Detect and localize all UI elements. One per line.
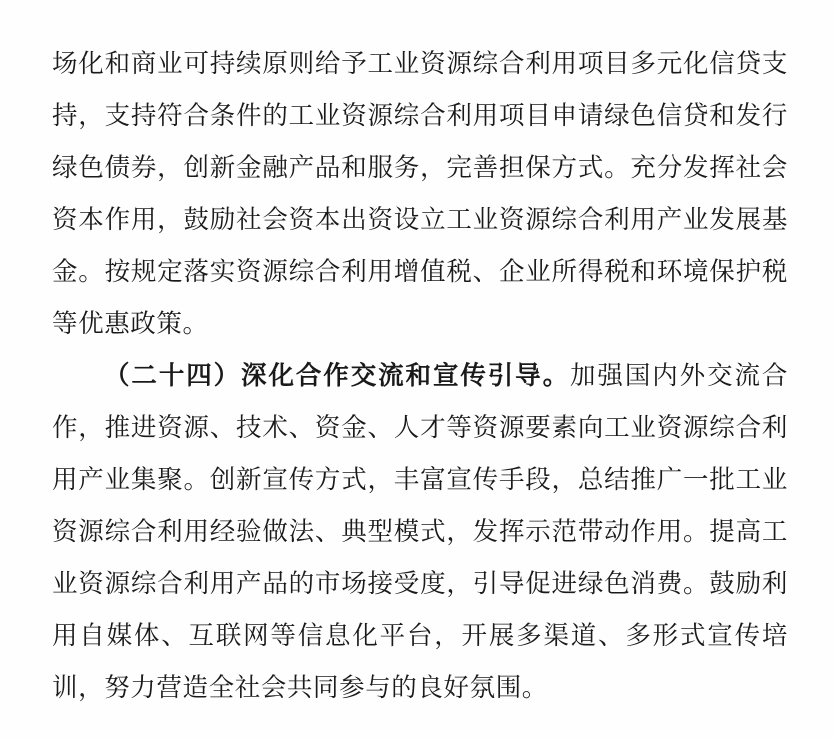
paragraph-item-24 [52,350,788,714]
paragraph-finance-support [52,38,788,350]
document-body [52,38,788,714]
item-heading: （二十四）深化合作交流和宣传引导。 [104,361,571,391]
body-text: 加强国内外交流合作，推进资源、技术、资金、人才等资源要素向工业资源综合利用产业集聚。创新宣传方式，丰富宣传手段，总结推广一批工业资源综合利用经验做法、典型模式，发挥示范带动作用。提高工业资源综合利用产品的市场接受度，引导促进绿色消费。鼓励利用自媒体、互联网等信息化平台，开展多渠道、多形式宣传培训，努力营造全社会共同参与的良好氛围。 [52,361,788,703]
body-text: 场化和商业可持续原则给予工业资源综合利用项目多元化信贷支持，支持符合条件的工业资源综合利用项目申请绿色信贷和发行绿色债券，创新金融产品和服务，完善担保方式。充分发挥社会资本作用，鼓励社会资本出资设立工业资源综合利用产业发展基金。按规定落实资源综合利用增值税、企业所得税和环境保护税等优惠政策。 [52,49,788,339]
